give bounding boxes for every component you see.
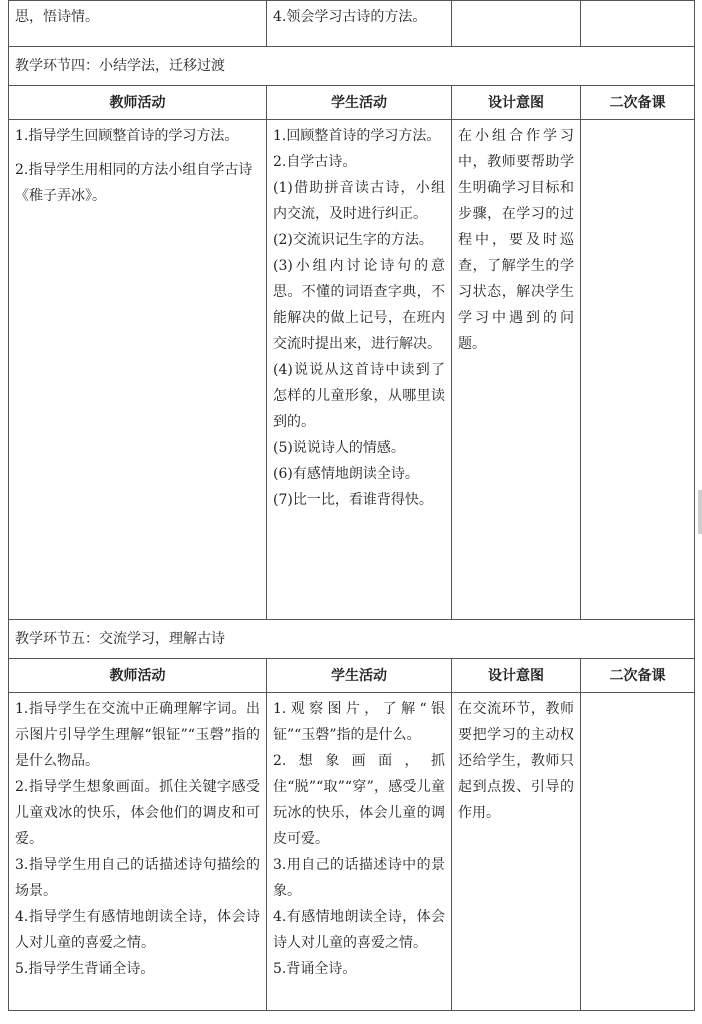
section4-student-item: (2)交流识记生字的方法。 (273, 232, 433, 248)
section4-teacher-item: 2.指导学生用相同的方法小组自学古诗《稚子弄冰》。 (15, 162, 253, 204)
section5-header-row (9, 659, 695, 693)
section4-student-item: 1.回顾整首诗的学习方法。 (273, 128, 441, 144)
section5-design-cell: 在交流环节，教师要把学习的主动权还给学生，教师只起到点拨、引导的作用。 (452, 693, 581, 1011)
section5-student-item: 2.想象画面，抓住“脱”“取”“穿”，感受儿童玩冰的快乐，体会儿童的调皮可爱。 (273, 753, 445, 847)
continuation-second-cell (581, 1, 695, 47)
section4-header-design: 设计意图 (452, 86, 581, 120)
section5-teacher-item: 2.指导学生想象画面。抓住关键字感受儿童戏冰的快乐，体会他们的调皮和可爱。 (15, 779, 260, 847)
section5-header-teacher: 教师活动 (9, 659, 267, 693)
section5-header-student: 学生活动 (267, 659, 452, 693)
section5-teacher-item: 4.指导学生有感情地朗读全诗，体会诗人对儿童的喜爱之情。 (15, 909, 260, 951)
continuation-design-cell (452, 1, 581, 47)
continuation-teacher-cell: 思，悟诗情。 (9, 1, 267, 47)
continuation-student-cell: 4.领会学习古诗的方法。 (267, 1, 452, 47)
section4-student-item: (6)有感情地朗读全诗。 (273, 466, 419, 482)
lesson-plan-table (8, 0, 695, 1011)
section5-body-row (9, 693, 695, 1011)
section5-student-item: 4.有感情地朗读全诗，体会诗人对儿童的喜爱之情。 (273, 909, 445, 951)
section5-teacher-item: 1.指导学生在交流中正确理解字词。出示图片引导学生理解“银钲”“玉磬”指的是什么物品。 (15, 701, 260, 769)
section5-teacher-item: 5.指导学生背诵全诗。 (15, 961, 155, 977)
section4-student-cell (267, 120, 452, 620)
lesson-plan-sheet (8, 0, 694, 1011)
section4-design-cell: 在小组合作学习中，教师要帮助学生明确学习目标和步骤，在学习的过程中，要及时巡查，了解学生的学习状态，解决学生学习中遇到的问题。 (452, 120, 581, 620)
section5-student-item: 3.用自己的话描述诗中的景象。 (273, 857, 445, 899)
section4-header-row (9, 86, 695, 120)
section4-second-cell (581, 120, 695, 620)
section4-header-second: 二次备课 (581, 86, 695, 120)
section4-teacher-item: 1.指导学生回顾整首诗的学习方法。 (15, 128, 239, 144)
section5-header-second: 二次备课 (581, 659, 695, 693)
scrollbar-thumb[interactable] (698, 490, 702, 534)
section4-student-item: 2.自学古诗。 (273, 154, 357, 170)
section5-title-row (9, 620, 695, 659)
section4-student-item: (5)说说诗人的情感。 (273, 440, 405, 456)
section5-student-item: 5.背诵全诗。 (273, 961, 357, 977)
section4-student-item: (4)说说从这首诗中读到了怎样的儿童形象，从哪里读到的。 (273, 362, 445, 430)
section4-header-student: 学生活动 (267, 86, 452, 120)
continuation-row (9, 1, 695, 47)
section4-body-row (9, 120, 695, 620)
section5-teacher-cell (9, 693, 267, 1011)
section5-student-cell (267, 693, 452, 1011)
section4-header-teacher: 教师活动 (9, 86, 267, 120)
section4-student-item: (7)比一比，看谁背得快。 (273, 492, 433, 508)
section4-teacher-cell (9, 120, 267, 620)
section5-second-cell (581, 693, 695, 1011)
section4-student-item: (3)小组内讨论诗句的意思。不懂的词语查字典，不能解决的做上记号，在班内交流时提出来，进行解决。 (273, 258, 445, 352)
section5-student-item: 1.观察图片，了解“银钲”“玉磬”指的是什么。 (273, 701, 445, 743)
section5-title: 教学环节五：交流学习，理解古诗 (9, 620, 695, 659)
section5-header-design: 设计意图 (452, 659, 581, 693)
section4-title-row (9, 47, 695, 86)
section4-student-item: (1)借助拼音读古诗，小组内交流，及时进行纠正。 (273, 180, 445, 222)
section4-title: 教学环节四：小结学法，迁移过渡 (9, 47, 695, 86)
section5-teacher-item: 3.指导学生用自己的话描述诗句描绘的场景。 (15, 857, 260, 899)
